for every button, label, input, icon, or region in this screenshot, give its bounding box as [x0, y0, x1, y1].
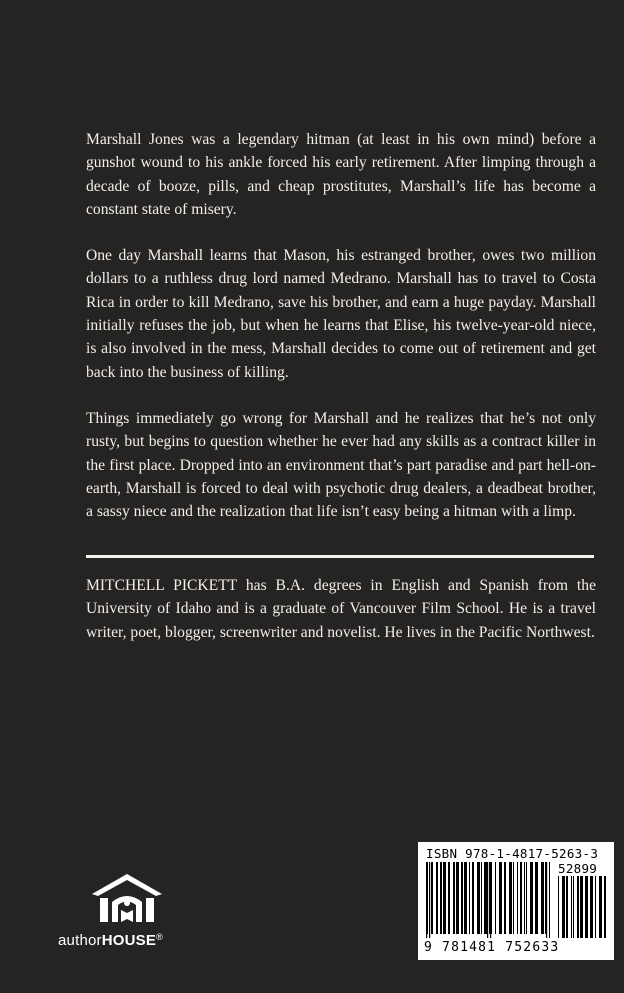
price-code: 52899	[558, 861, 598, 876]
barcode-bar	[443, 862, 446, 934]
barcode-bar	[580, 876, 583, 938]
blurb-paragraph-2: One day Marshall learns that Mason, his estranged brother, owes two million dollars to a ruthless drug lord named Medrano. Marshall has to travel to Costa Rica in order to kill Medrano, save his brother, and earn a huge payday. Marshall initially refuses the job, but when he learns that Elise, his twelve-year-old niece, is also involved in the mess, Marshall decides to come out of retirement and get back into the business of killing.	[86, 247, 596, 381]
barcode-bar	[595, 876, 596, 938]
author-bio	[86, 574, 596, 644]
registered-mark: ®	[156, 932, 163, 942]
barcode-bar	[577, 876, 579, 938]
barcode-bar	[431, 862, 433, 934]
isbn-text: ISBN 978-1-4817-5263-3	[426, 846, 599, 861]
barcode-bar	[517, 862, 518, 934]
publisher-name-light: author	[58, 932, 102, 949]
barcode-bar	[477, 862, 480, 934]
barcode-bar	[571, 876, 572, 938]
barcode-bar	[481, 862, 482, 934]
barcode-bar	[573, 876, 574, 938]
barcode-bar	[566, 876, 568, 938]
addon-barcode-bars	[558, 876, 608, 938]
blurb-paragraph-3: Things immediately go wrong for Marshall and he realizes that he’s not only rusty, but begins to question whether he ever had any skills as a contract killer in the first place. Dropped into an environment that’s part paradise and part hell-on-earth, Marshall is forced to deal with psychotic drug dealers, a deadbeat brother, a sassy niece and the realization that life isn’t easy being a hitman with a limp.	[86, 409, 596, 521]
book-blurb	[86, 128, 596, 546]
barcode-bar	[504, 862, 506, 934]
barcode-bar	[436, 862, 438, 934]
barcode-bar	[526, 862, 527, 934]
ean-digits: 9 781481 752633	[424, 940, 560, 955]
publisher-name-bold: HOUSE	[101, 932, 157, 949]
barcode-guard-bar	[490, 862, 491, 938]
barcode-bar	[495, 862, 496, 934]
barcode-bar	[558, 876, 559, 938]
barcode-bar	[484, 862, 487, 934]
barcode-bar	[524, 862, 525, 934]
barcode-bar	[472, 862, 474, 934]
barcode-bar	[456, 862, 459, 934]
blurb-paragraph-1: Marshall Jones was a legendary hitman (at least in his own mind) before a gunshot wound to his ankle forced his early retirement. After limping through a decade of booze, pills, and cheap prostitutes, Marshall’s life has become a constant state of misery.	[86, 131, 596, 218]
barcode-bar	[535, 862, 538, 934]
barcode-bar	[499, 862, 502, 934]
barcode-guard-bar	[487, 862, 488, 938]
barcode-guard-bar	[549, 862, 550, 938]
barcode-bar	[562, 876, 565, 938]
barcode-bar	[590, 876, 593, 938]
barcode-bar	[440, 862, 442, 934]
barcode-bar	[599, 876, 602, 938]
barcode-bar	[585, 876, 588, 938]
ean-barcode-bars	[426, 862, 550, 938]
house-book-icon	[88, 870, 166, 928]
barcode-guard-bar	[546, 862, 547, 938]
barcode-bar	[469, 862, 470, 934]
barcode-bar	[461, 862, 463, 934]
author-bio-text: MITCHELL PICKETT has B.A. degrees in English and Spanish from the University of Idaho and is a graduate of Vancouver Film School. He is a travel writer, poet, blogger, screenwriter and novelist. He lives in the Pacific Northwest.	[86, 577, 596, 641]
barcode-guard-bar	[429, 862, 430, 938]
barcode-bar	[604, 876, 606, 938]
barcode-guard-bar	[426, 862, 427, 938]
barcode-bar	[530, 862, 533, 934]
barcode-bar	[513, 862, 514, 934]
barcode-bar	[453, 862, 455, 934]
barcode-bar	[509, 862, 512, 934]
barcode-bar	[541, 862, 544, 934]
isbn-barcode	[418, 842, 614, 960]
barcode-bar	[464, 862, 467, 934]
barcode-bar	[520, 862, 522, 934]
barcode-bar	[448, 862, 450, 934]
publisher-name	[58, 932, 198, 949]
publisher-logo	[58, 862, 198, 962]
section-divider	[86, 555, 594, 558]
